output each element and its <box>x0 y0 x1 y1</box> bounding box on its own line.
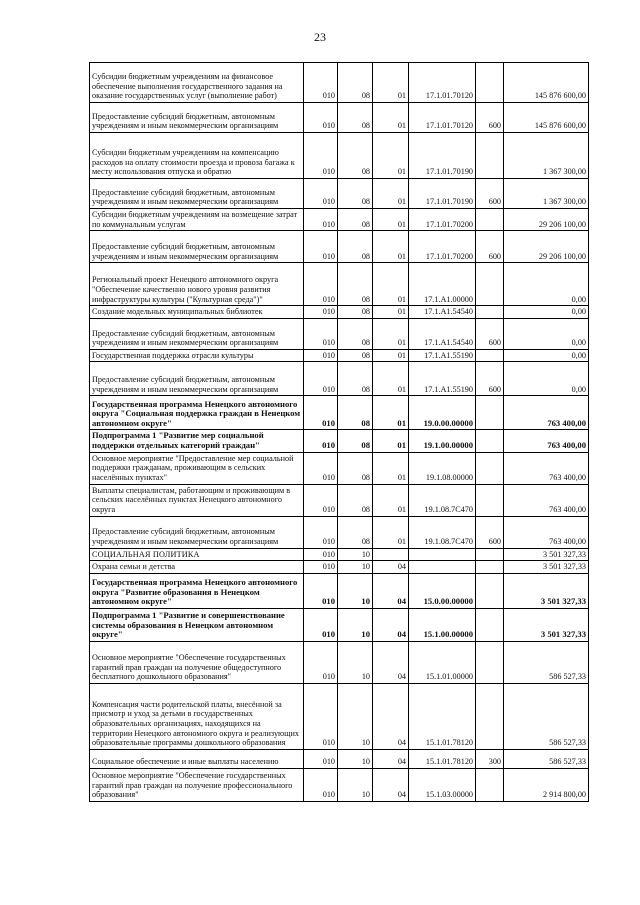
row-section: 08 <box>338 133 373 179</box>
row-expense-type <box>476 133 504 179</box>
row-code: 010 <box>304 103 338 133</box>
row-section: 10 <box>338 608 373 641</box>
row-section: 10 <box>338 768 373 801</box>
row-name: Региональный проект Ненецкого автономного округа "Обеспечение качественно нового уровня развития инфраструктуры культуры ("Культурная среда")" <box>90 263 304 306</box>
row-name: Основное мероприятие "Предоставление мер социальной поддержки гражданам, проживающим в сельских населённых пунктах" <box>90 452 304 484</box>
table-row <box>90 362 589 396</box>
row-name: Предоставление субсидий бюджетным, автономным учреждениям и иным некоммерческим организациям <box>90 362 304 396</box>
row-code: 010 <box>304 768 338 801</box>
row-expense-type <box>476 63 504 103</box>
row-name: Предоставление субсидий бюджетным, автономным учреждениям и иным некоммерческим организациям <box>90 318 304 349</box>
row-subsection: 04 <box>373 683 409 749</box>
row-subsection: 01 <box>373 396 409 430</box>
table-row <box>90 231 589 263</box>
row-section: 08 <box>338 263 373 306</box>
table-row <box>90 573 589 608</box>
table-row <box>90 103 589 133</box>
row-code: 010 <box>304 306 338 319</box>
row-section: 08 <box>338 430 373 452</box>
row-subsection: 01 <box>373 231 409 263</box>
row-subsection: 01 <box>373 516 409 548</box>
row-subsection: 01 <box>373 452 409 484</box>
row-amount: 0,00 <box>504 362 589 396</box>
row-amount: 0,00 <box>504 318 589 349</box>
row-code: 010 <box>304 516 338 548</box>
row-amount: 29 206 100,00 <box>504 209 589 231</box>
row-expense-type: 300 <box>476 749 504 768</box>
table-row <box>90 306 589 319</box>
row-subsection: 04 <box>373 608 409 641</box>
row-target-code: 17.1.A1.55190 <box>409 362 476 396</box>
row-amount: 763 400,00 <box>504 516 589 548</box>
row-section: 08 <box>338 349 373 362</box>
row-code: 010 <box>304 362 338 396</box>
row-name: Государственная поддержка отрасли культуры <box>90 349 304 362</box>
table-row <box>90 484 589 516</box>
row-target-code: 17.1.01.70190 <box>409 179 476 209</box>
row-target-code: 15.1.03.00000 <box>409 768 476 801</box>
row-code: 010 <box>304 573 338 608</box>
row-subsection: 04 <box>373 573 409 608</box>
row-name: Создание модельных муниципальных библиотек <box>90 306 304 319</box>
row-target-code: 15.1.01.78120 <box>409 683 476 749</box>
row-subsection: 04 <box>373 561 409 574</box>
row-expense-type <box>476 209 504 231</box>
row-target-code: 15.0.00.00000 <box>409 573 476 608</box>
row-amount: 763 400,00 <box>504 484 589 516</box>
page-number: 23 <box>314 30 326 44</box>
table-row <box>90 452 589 484</box>
row-code: 010 <box>304 133 338 179</box>
row-subsection: 01 <box>373 209 409 231</box>
row-amount: 2 914 800,00 <box>504 768 589 801</box>
row-section: 08 <box>338 306 373 319</box>
table-row <box>90 608 589 641</box>
row-name: Субсидии бюджетным учреждениям на возмещение затрат по коммунальным услугам <box>90 209 304 231</box>
row-expense-type <box>476 430 504 452</box>
row-code: 010 <box>304 608 338 641</box>
row-subsection: 01 <box>373 349 409 362</box>
row-section: 08 <box>338 103 373 133</box>
row-expense-type <box>476 768 504 801</box>
row-name: СОЦИАЛЬНАЯ ПОЛИТИКА <box>90 548 304 561</box>
row-name: Компенсация части родительской платы, внесённой за присмотр и уход за детьми в государственных образовательных организациях, находящихся на территории Ненецкого автономного округа и реализующих образовательные программы дошкольного образования <box>90 683 304 749</box>
row-subsection <box>373 548 409 561</box>
row-amount: 763 400,00 <box>504 430 589 452</box>
row-section: 08 <box>338 179 373 209</box>
row-subsection: 04 <box>373 768 409 801</box>
row-code: 010 <box>304 641 338 683</box>
row-section: 08 <box>338 516 373 548</box>
row-amount: 1 367 300,00 <box>504 179 589 209</box>
row-name: Предоставление субсидий бюджетным, автономным учреждениям и иным некоммерческим организациям <box>90 103 304 133</box>
row-section: 08 <box>338 318 373 349</box>
table-row <box>90 63 589 103</box>
row-expense-type <box>476 641 504 683</box>
row-amount: 3 501 327,33 <box>504 608 589 641</box>
row-target-code: 15.1.00.00000 <box>409 608 476 641</box>
row-subsection: 01 <box>373 263 409 306</box>
row-expense-type <box>476 608 504 641</box>
row-target-code: 17.1.01.70190 <box>409 133 476 179</box>
row-name: Подпрограмма 1 "Развитие мер социальной поддержки отдельных категорий граждан" <box>90 430 304 452</box>
row-name: Основное мероприятие "Обеспечение государственных гарантий прав граждан на получение профессионального образования" <box>90 768 304 801</box>
table-row <box>90 263 589 306</box>
table-row <box>90 396 589 430</box>
row-expense-type: 600 <box>476 318 504 349</box>
row-name: Подпрограмма 1 "Развитие и совершенствование системы образования в Ненецком автономном округе" <box>90 608 304 641</box>
row-expense-type <box>476 573 504 608</box>
row-section: 08 <box>338 231 373 263</box>
row-subsection: 04 <box>373 641 409 683</box>
row-code: 010 <box>304 749 338 768</box>
row-target-code: 17.1.A1.54540 <box>409 318 476 349</box>
row-amount: 0,00 <box>504 349 589 362</box>
table-row <box>90 548 589 561</box>
row-amount: 586 527,33 <box>504 749 589 768</box>
row-section: 10 <box>338 573 373 608</box>
row-amount: 0,00 <box>504 263 589 306</box>
row-code: 010 <box>304 209 338 231</box>
row-target-code: 17.1.A1.54540 <box>409 306 476 319</box>
table-row <box>90 641 589 683</box>
row-target-code <box>409 548 476 561</box>
row-target-code: 19.1.00.00000 <box>409 430 476 452</box>
row-expense-type <box>476 263 504 306</box>
row-expense-type: 600 <box>476 179 504 209</box>
row-expense-type <box>476 349 504 362</box>
table-row <box>90 349 589 362</box>
row-expense-type <box>476 561 504 574</box>
row-amount: 0,00 <box>504 306 589 319</box>
row-section: 08 <box>338 63 373 103</box>
row-name: Субсидии бюджетным учреждениям на финансовое обеспечение выполнения государственного задания на оказание государственных услуг (выполнение работ) <box>90 63 304 103</box>
row-target-code: 17.1.01.70200 <box>409 231 476 263</box>
row-amount: 586 527,33 <box>504 641 589 683</box>
row-expense-type <box>476 683 504 749</box>
row-amount: 763 400,00 <box>504 452 589 484</box>
table-row <box>90 318 589 349</box>
row-section: 10 <box>338 641 373 683</box>
row-code: 010 <box>304 548 338 561</box>
row-amount: 3 501 327,33 <box>504 548 589 561</box>
table-row <box>90 749 589 768</box>
row-subsection: 01 <box>373 362 409 396</box>
row-amount: 29 206 100,00 <box>504 231 589 263</box>
row-target-code: 19.1.08.00000 <box>409 452 476 484</box>
row-expense-type: 600 <box>476 103 504 133</box>
row-subsection: 01 <box>373 179 409 209</box>
row-target-code: 15.1.01.78120 <box>409 749 476 768</box>
row-section: 10 <box>338 548 373 561</box>
row-section: 10 <box>338 749 373 768</box>
row-expense-type <box>476 452 504 484</box>
row-expense-type: 600 <box>476 362 504 396</box>
row-section: 10 <box>338 561 373 574</box>
row-expense-type: 600 <box>476 516 504 548</box>
row-target-code: 17.1.01.70200 <box>409 209 476 231</box>
row-subsection: 01 <box>373 133 409 179</box>
row-name: Субсидии бюджетным учреждениям на компенсацию расходов на оплату стоимости проезда и провоза багажа к месту использования отпуска и обратно <box>90 133 304 179</box>
row-section: 08 <box>338 452 373 484</box>
row-code: 010 <box>304 63 338 103</box>
budget-table <box>89 62 589 802</box>
row-target-code: 17.1.A1.55190 <box>409 349 476 362</box>
row-target-code: 17.1.01.70120 <box>409 63 476 103</box>
row-name: Охрана семьи и детства <box>90 561 304 574</box>
row-section: 08 <box>338 209 373 231</box>
row-amount: 145 876 600,00 <box>504 103 589 133</box>
row-expense-type <box>476 306 504 319</box>
row-expense-type <box>476 396 504 430</box>
row-amount: 763 400,00 <box>504 396 589 430</box>
row-amount: 3 501 327,33 <box>504 573 589 608</box>
row-code: 010 <box>304 683 338 749</box>
row-subsection: 01 <box>373 103 409 133</box>
table-row <box>90 179 589 209</box>
budget-table-body <box>90 63 589 802</box>
row-name: Государственная программа Ненецкого автономного округа "Развитие образования в Ненецком автономном округе" <box>90 573 304 608</box>
row-target-code: 15.1.01.00000 <box>409 641 476 683</box>
row-code: 010 <box>304 318 338 349</box>
row-name: Предоставление субсидий бюджетным, автономным учреждениям и иным некоммерческим организациям <box>90 516 304 548</box>
row-subsection: 01 <box>373 306 409 319</box>
row-code: 010 <box>304 349 338 362</box>
row-expense-type <box>476 548 504 561</box>
row-code: 010 <box>304 396 338 430</box>
row-code: 010 <box>304 484 338 516</box>
row-code: 010 <box>304 452 338 484</box>
row-name: Выплаты специалистам, работающим и проживающим в сельских населённых пунктах Ненецкого автономного округа <box>90 484 304 516</box>
row-amount: 586 527,33 <box>504 683 589 749</box>
row-expense-type: 600 <box>476 231 504 263</box>
row-target-code: 19.1.08.7С470 <box>409 484 476 516</box>
row-name: Государственная программа Ненецкого автономного округа "Социальная поддержка граждан в Ненецком автономном округе" <box>90 396 304 430</box>
row-section: 08 <box>338 396 373 430</box>
row-target-code <box>409 561 476 574</box>
row-subsection: 01 <box>373 318 409 349</box>
row-name: Основное мероприятие "Обеспечение государственных гарантий прав граждан на получение общедоступного бесплатного дошкольного образования" <box>90 641 304 683</box>
row-target-code: 19.0.00.00000 <box>409 396 476 430</box>
row-code: 010 <box>304 231 338 263</box>
row-amount: 3 501 327,33 <box>504 561 589 574</box>
row-name: Предоставление субсидий бюджетным, автономным учреждениям и иным некоммерческим организациям <box>90 231 304 263</box>
row-subsection: 01 <box>373 63 409 103</box>
table-row <box>90 683 589 749</box>
row-section: 10 <box>338 683 373 749</box>
row-code: 010 <box>304 561 338 574</box>
row-section: 08 <box>338 484 373 516</box>
row-amount: 1 367 300,00 <box>504 133 589 179</box>
table-row <box>90 516 589 548</box>
row-target-code: 17.1.A1.00000 <box>409 263 476 306</box>
table-row <box>90 561 589 574</box>
row-subsection: 04 <box>373 749 409 768</box>
row-name: Социальное обеспечение и иные выплаты населению <box>90 749 304 768</box>
row-code: 010 <box>304 430 338 452</box>
row-expense-type <box>476 484 504 516</box>
row-code: 010 <box>304 263 338 306</box>
table-row <box>90 430 589 452</box>
row-name: Предоставление субсидий бюджетным, автономным учреждениям и иным некоммерческим организациям <box>90 179 304 209</box>
row-code: 010 <box>304 179 338 209</box>
row-subsection: 01 <box>373 484 409 516</box>
table-row <box>90 133 589 179</box>
row-target-code: 17.1.01.70120 <box>409 103 476 133</box>
row-subsection: 01 <box>373 430 409 452</box>
row-section: 08 <box>338 362 373 396</box>
row-amount: 145 876 600,00 <box>504 63 589 103</box>
table-row <box>90 768 589 801</box>
row-target-code: 19.1.08.7С470 <box>409 516 476 548</box>
table-row <box>90 209 589 231</box>
